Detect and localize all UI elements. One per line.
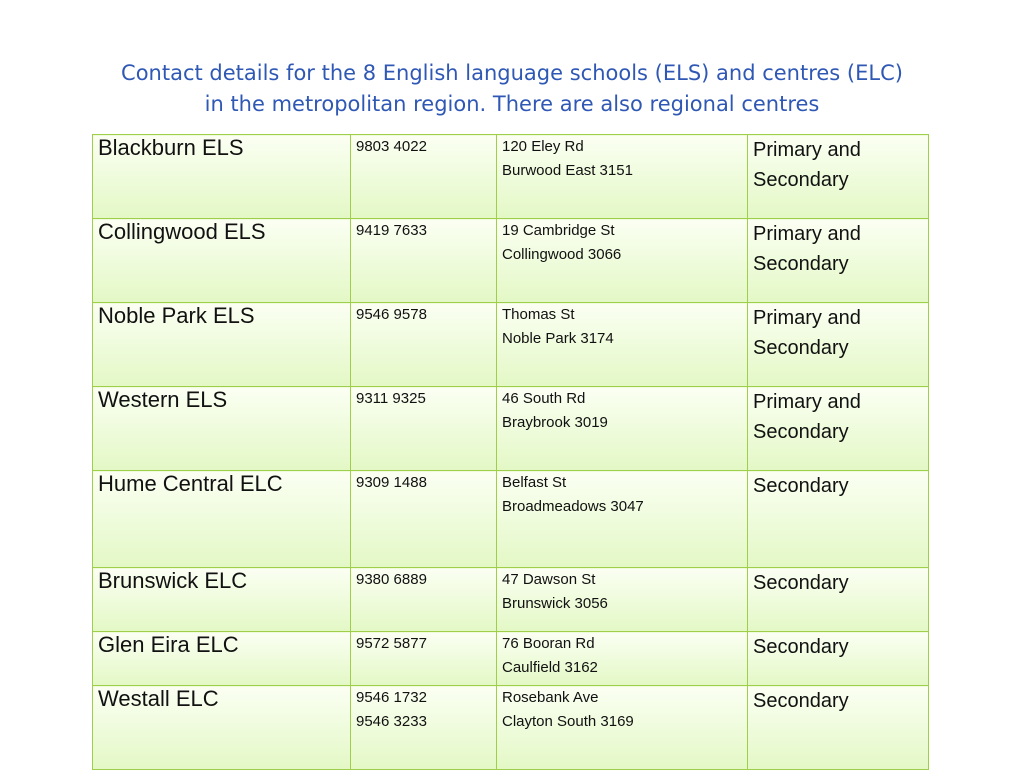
address-line: Burwood East 3151 — [502, 162, 633, 179]
school-name-cell: Western ELS — [93, 387, 351, 471]
phone-cell — [351, 686, 497, 770]
level-cell — [748, 632, 929, 686]
level-line: Secondary — [753, 636, 849, 658]
school-name-cell: Hume Central ELC — [93, 471, 351, 568]
phone-number: 9572 5877 — [356, 635, 427, 652]
address-line: Broadmeadows 3047 — [502, 498, 644, 515]
level-line: Secondary — [753, 690, 849, 712]
address-line: Caulfield 3162 — [502, 659, 598, 676]
address-cell — [497, 303, 748, 387]
phone-number: 9380 6889 — [356, 571, 427, 588]
level-cell — [748, 303, 929, 387]
table-row — [93, 219, 929, 303]
address-cell — [497, 387, 748, 471]
school-name-cell: Westall ELC — [93, 686, 351, 770]
level-line: Secondary — [753, 572, 849, 594]
address-line: Thomas St — [502, 306, 575, 323]
phone-cell — [351, 568, 497, 632]
table-row — [93, 686, 929, 770]
address-line: 46 South Rd — [502, 390, 586, 407]
level-line: Secondary — [753, 475, 849, 497]
level-cell — [748, 135, 929, 219]
address-cell — [497, 135, 748, 219]
title-line-1: Contact details for the 8 English language schools (ELS) and centres (ELC) — [121, 61, 903, 85]
table-row — [93, 135, 929, 219]
address-line: Clayton South 3169 — [502, 713, 634, 730]
address-line: 19 Cambridge St — [502, 222, 615, 239]
address-line: Rosebank Ave — [502, 689, 599, 706]
phone-number: 9546 9578 — [356, 306, 427, 323]
level-cell — [748, 686, 929, 770]
table-row — [93, 632, 929, 686]
level-line: Secondary — [753, 337, 849, 359]
phone-cell — [351, 632, 497, 686]
school-name-cell: Noble Park ELS — [93, 303, 351, 387]
phone-number: 9546 3233 — [356, 713, 427, 730]
address-line: 120 Eley Rd — [502, 138, 584, 155]
schools-table-body — [93, 135, 929, 770]
address-line: 47 Dawson St — [502, 571, 596, 588]
title-line-2: in the metropolitan region. There are also regional centres — [204, 92, 820, 116]
phone-cell — [351, 135, 497, 219]
level-cell — [748, 219, 929, 303]
address-cell — [497, 686, 748, 770]
schools-table — [92, 134, 929, 770]
phone-cell — [351, 219, 497, 303]
address-line: Belfast St — [502, 474, 567, 491]
level-cell — [748, 568, 929, 632]
level-line: Primary and — [753, 391, 861, 413]
phone-cell — [351, 303, 497, 387]
level-line: Secondary — [753, 169, 849, 191]
address-line: Brunswick 3056 — [502, 595, 608, 612]
address-line: 76 Booran Rd — [502, 635, 595, 652]
phone-number: 9803 4022 — [356, 138, 427, 155]
school-name-cell: Brunswick ELC — [93, 568, 351, 632]
level-line: Primary and — [753, 223, 861, 245]
school-name-cell: Glen Eira ELC — [93, 632, 351, 686]
level-line: Primary and — [753, 139, 861, 161]
table-row — [93, 303, 929, 387]
phone-cell — [351, 471, 497, 568]
address-cell — [497, 219, 748, 303]
level-line: Secondary — [753, 421, 849, 443]
phone-cell — [351, 387, 497, 471]
level-cell — [748, 387, 929, 471]
table-row — [93, 471, 929, 568]
phone-number: 9419 7633 — [356, 222, 427, 239]
school-name-cell: Blackburn ELS — [93, 135, 351, 219]
school-name-cell: Collingwood ELS — [93, 219, 351, 303]
level-line: Secondary — [753, 253, 849, 275]
address-cell — [497, 471, 748, 568]
table-row — [93, 568, 929, 632]
address-line: Braybrook 3019 — [502, 414, 608, 431]
address-cell — [497, 632, 748, 686]
phone-number: 9311 9325 — [356, 390, 426, 407]
table-row — [93, 387, 929, 471]
level-cell — [748, 471, 929, 568]
phone-number: 9309 1488 — [356, 474, 427, 491]
address-line: Collingwood 3066 — [502, 246, 622, 263]
page-title — [40, 58, 984, 120]
address-line: Noble Park 3174 — [502, 330, 614, 347]
address-cell — [497, 568, 748, 632]
phone-number: 9546 1732 — [356, 689, 427, 706]
level-line: Primary and — [753, 307, 861, 329]
